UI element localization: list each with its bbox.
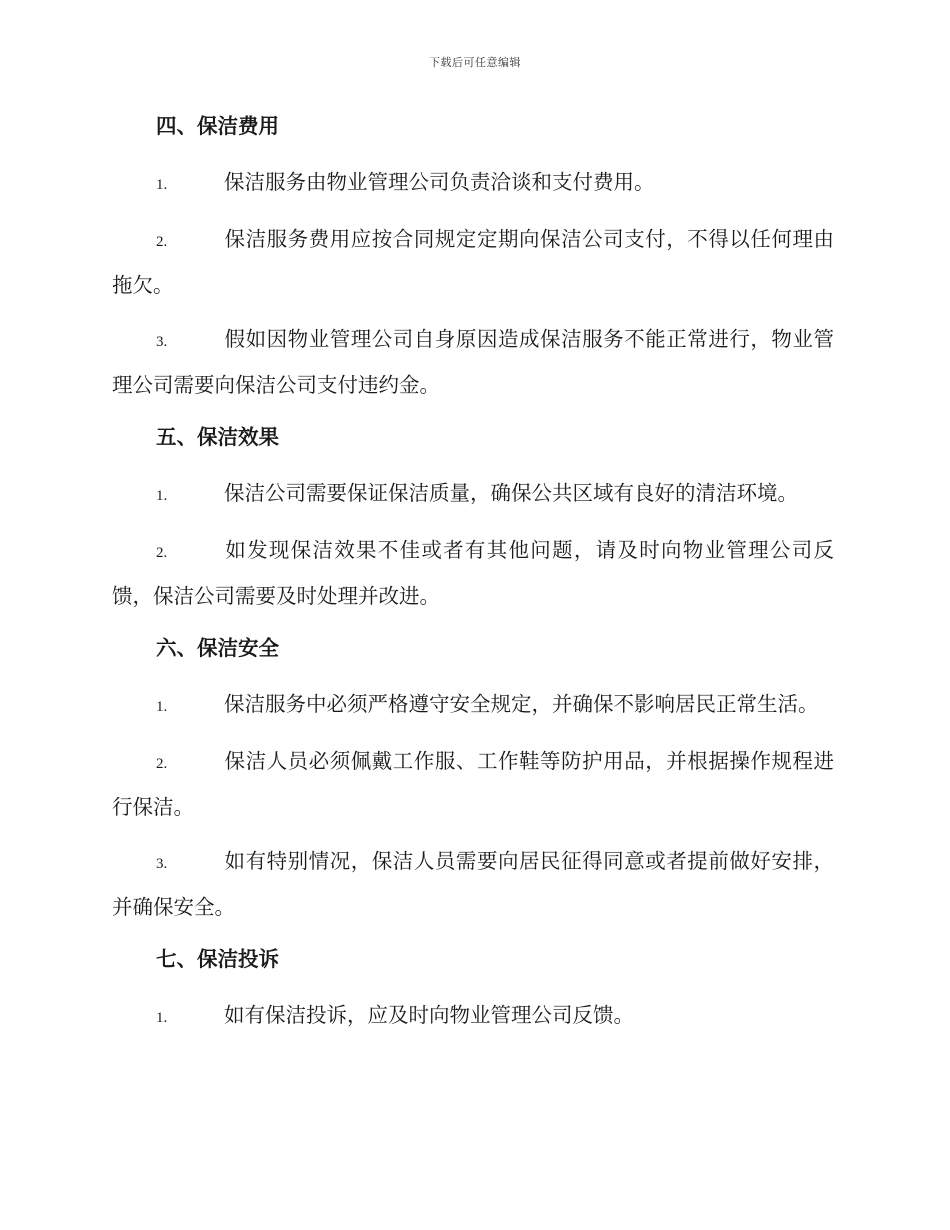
- item-text: 保洁服务中必须严格遵守安全规定，并确保不影响居民正常生活。: [224, 692, 819, 716]
- item-number: 3.: [156, 856, 168, 872]
- item-number: 3.: [156, 334, 168, 350]
- section-fees: [112, 107, 834, 407]
- item-text: 如发现保洁效果不佳或者有其他问题，请及时向物业管理公司反馈，保洁公司需要及时处理并改进。: [112, 538, 834, 608]
- item-text: 如有特别情况，保洁人员需要向居民征得同意或者提前做好安排，并确保安全。: [112, 849, 834, 919]
- section-heading: 六、保洁安全: [156, 636, 279, 660]
- item-number: 1.: [156, 177, 168, 193]
- page-header: 下载后可任意编辑: [429, 56, 521, 69]
- item-number: 1.: [156, 1010, 168, 1026]
- list-item: [112, 740, 834, 829]
- item-text: 如有保洁投诉，应及时向物业管理公司反馈。: [224, 1003, 634, 1027]
- list-item: [112, 161, 834, 207]
- item-number: 1.: [156, 488, 168, 504]
- item-text: 保洁服务由物业管理公司负责洽谈和支付费用。: [224, 170, 655, 194]
- item-text: 假如因物业管理公司自身原因造成保洁服务不能正常进行，物业管理公司需要向保洁公司支付违约金。: [112, 327, 834, 397]
- item-number: 2.: [156, 234, 168, 250]
- list-item: [112, 218, 834, 307]
- item-number: 2.: [156, 756, 168, 772]
- item-number: 2.: [156, 545, 168, 561]
- section-heading: 四、保洁费用: [156, 114, 279, 138]
- section-heading: 五、保洁效果: [156, 425, 279, 449]
- item-text: 保洁公司需要保证保洁质量，确保公共区域有良好的清洁环境。: [224, 481, 798, 505]
- list-item: [112, 840, 834, 929]
- list-item: [112, 683, 834, 729]
- document-body: [112, 107, 834, 1051]
- section-complaints: [112, 940, 834, 1040]
- list-item: [112, 529, 834, 618]
- section-effect: [112, 418, 834, 618]
- section-safety: [112, 629, 834, 929]
- item-text: 保洁人员必须佩戴工作服、工作鞋等防护用品，并根据操作规程进行保洁。: [112, 749, 834, 819]
- section-heading: 七、保洁投诉: [156, 947, 279, 971]
- list-item: [112, 318, 834, 407]
- item-text: 保洁服务费用应按合同规定定期向保洁公司支付，不得以任何理由拖欠。: [112, 227, 834, 297]
- item-number: 1.: [156, 699, 168, 715]
- list-item: [112, 994, 834, 1040]
- list-item: [112, 472, 834, 518]
